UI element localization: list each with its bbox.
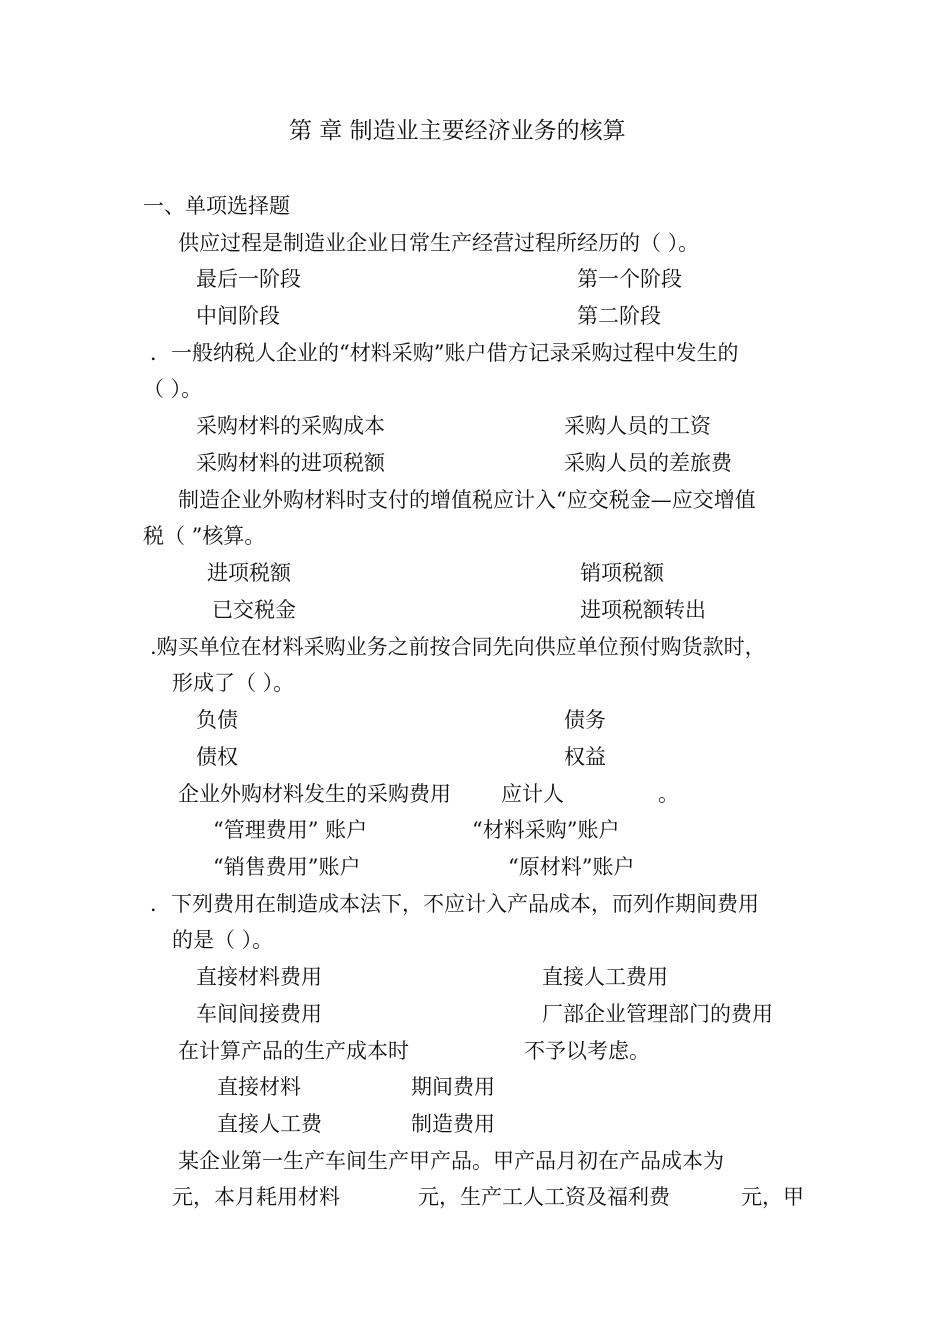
question-3-stem-line2: 税（ ”核算。: [143, 524, 266, 548]
question-4-stem-line1: .购买单位在材料采购业务之前按合同先向供应单位预付购货款时，: [150, 635, 766, 659]
question-2-stem-line2: （ ）。: [143, 377, 203, 401]
question-8-stem-line1: 某企业第一生产车间生产甲产品。甲产品月初在产品成本为: [178, 1149, 724, 1173]
question-8-stem-line2-part3: 元，甲: [741, 1185, 804, 1209]
section-heading: 一、单项选择题: [143, 194, 290, 218]
page-title: 第 章 制造业主要经济业务的核算: [289, 118, 626, 144]
question-4-option-d: 权益: [564, 745, 606, 769]
question-5-stem-part2: 应计人: [501, 782, 564, 806]
question-7-stem-part1: 在计算产品的生产成本时: [178, 1039, 409, 1063]
question-7-option-d: 制造费用: [411, 1112, 495, 1136]
question-2-option-d: 采购人员的差旅费: [564, 451, 732, 475]
question-1-option-a: 最后一阶段: [196, 267, 301, 291]
question-1-option-d: 第二阶段: [577, 304, 661, 328]
question-6-stem-line1: ．下列费用在制造成本法下，不应计入产品成本，而列作期间费用: [150, 892, 759, 916]
question-5-option-a: “管理费用” 账户: [213, 818, 368, 842]
question-3-option-d: 进项税额转出: [580, 598, 706, 622]
question-6-option-c: 车间间接费用: [196, 1002, 322, 1026]
question-7-option-b: 期间费用: [411, 1075, 495, 1099]
question-1-stem: 供应过程是制造业企业日常生产经营过程所经历的（ ）。: [178, 231, 700, 255]
question-2-option-c: 采购材料的进项税额: [196, 451, 385, 475]
question-4-option-a: 负债: [196, 708, 238, 732]
question-6-option-a: 直接材料费用: [196, 965, 322, 989]
question-2-stem-line1: ．一般纳税人企业的“材料采购”账户借方记录采购过程中发生的: [150, 341, 739, 365]
question-6-stem-line2: 的是（ ）。: [172, 928, 274, 952]
question-2-option-a: 采购材料的采购成本: [196, 414, 385, 438]
question-7-option-a: 直接材料: [217, 1075, 301, 1099]
question-7-option-c: 直接人工费: [217, 1112, 322, 1136]
question-3-option-c: 已交税金: [212, 598, 296, 622]
question-5-stem-part1: 企业外购材料发生的采购费用: [178, 782, 451, 806]
question-5-option-b: “材料采购”账户: [472, 818, 620, 842]
question-7-stem-part2: 不予以考虑。: [524, 1039, 650, 1063]
question-2-option-b: 采购人员的工资: [564, 414, 711, 438]
question-4-option-b: 债务: [564, 708, 606, 732]
question-4-option-c: 债权: [196, 745, 238, 769]
question-5-stem-part3: 。: [658, 782, 679, 806]
question-3-option-a: 进项税额: [207, 561, 291, 585]
question-5-option-d: “原材料”账户: [508, 855, 635, 879]
question-5-option-c: “销售费用”账户: [213, 855, 361, 879]
question-1-option-c: 中间阶段: [196, 304, 280, 328]
question-8-stem-line2-part1: 元，本月耗用材料: [172, 1185, 340, 1209]
question-3-option-b: 销项税额: [580, 561, 664, 585]
question-4-stem-line2: 形成了（ ）。: [172, 671, 295, 695]
question-8-stem-line2-part2: 元，生产工人工资及福利费: [418, 1185, 670, 1209]
question-3-stem-line1: 制造企业外购材料时支付的增值税应计入“应交税金—应交增值: [178, 488, 756, 512]
question-6-option-b: 直接人工费用: [542, 965, 668, 989]
question-6-option-d: 厂部企业管理部门的费用: [542, 1002, 773, 1026]
question-1-option-b: 第一个阶段: [577, 267, 682, 291]
